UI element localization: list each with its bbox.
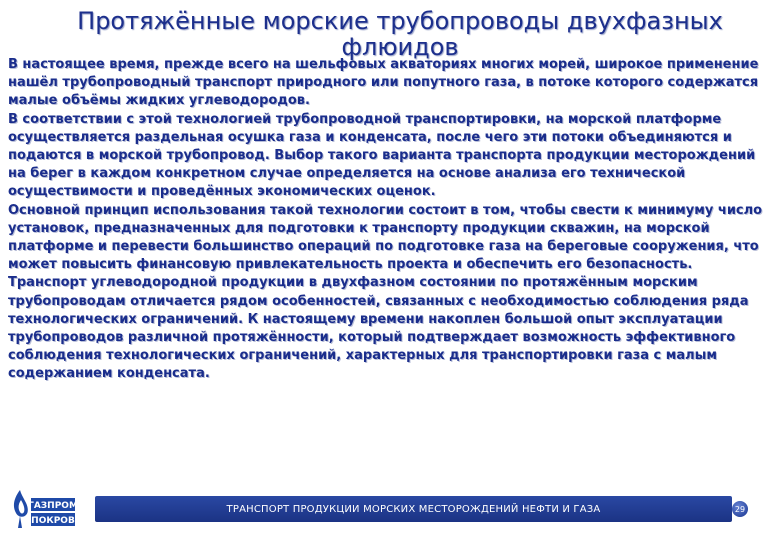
logo-text-line: ГАЗПРОМ [28, 501, 78, 511]
page-number: 29 [734, 504, 746, 514]
page-number-badge [732, 501, 748, 517]
body-paragraph: Транспорт углеводородной продукции в двухфазном состоянии по протяжённым морским трубопроводам отличается рядом особенностей, связанных с необходимостью соблюдения ряда технологических ограничений. К настоящему времени накоплен большой опыт эксплуатации трубопроводов различной протяжённости, который подтверждает возможность эффективного соблюдения технологических ограничений, характерных для транспортировки газа с малым содержанием конденсата. [8, 275, 749, 382]
footer-bar [95, 496, 732, 522]
slide-body [8, 56, 772, 384]
logo-text-line: ПОКРОВ [31, 516, 75, 526]
body-paragraph: Основной принцип использования такой технологии состоит в том, чтобы свести к минимуму число установок, предназначенных для подготовки к транспорту продукции скважин, на морской платформе и перевести большинство операций по подготовке газа на береговые сооружения, что может повысить финансовую привлекательность проекта и обеспечить его безопасность. [8, 202, 763, 273]
gazprom-logo-icon [6, 480, 80, 536]
footer-title: ТРАНСПОРТ ПРОДУКЦИИ МОРСКИХ МЕСТОРОЖДЕНИЙ НЕФТИ И ГАЗА [226, 503, 601, 515]
body-paragraph: В настоящее время, прежде всего на шельфовых акваториях многих морей, широкое применение нашёл трубопроводный транспорт природного или попутного газа, в потоке которого содержатся малые объёмы жидких углеводородов. [8, 57, 759, 109]
slide-title: Протяжённые морские трубопроводы двухфазных флюидов [77, 7, 723, 61]
body-paragraph: В соответствии с этой технологией трубопроводной транспортировки, на морской платформе осуществляется раздельная осушка газа и конденсата, после чего эти потоки объединяются и подаются в морской трубопровод. Выбор такого варианта транспорта продукции месторождений на берег в каждом конкретном случае определяется на основе анализа его технической осуществимости и проведённых экономических оценок. [8, 111, 756, 200]
